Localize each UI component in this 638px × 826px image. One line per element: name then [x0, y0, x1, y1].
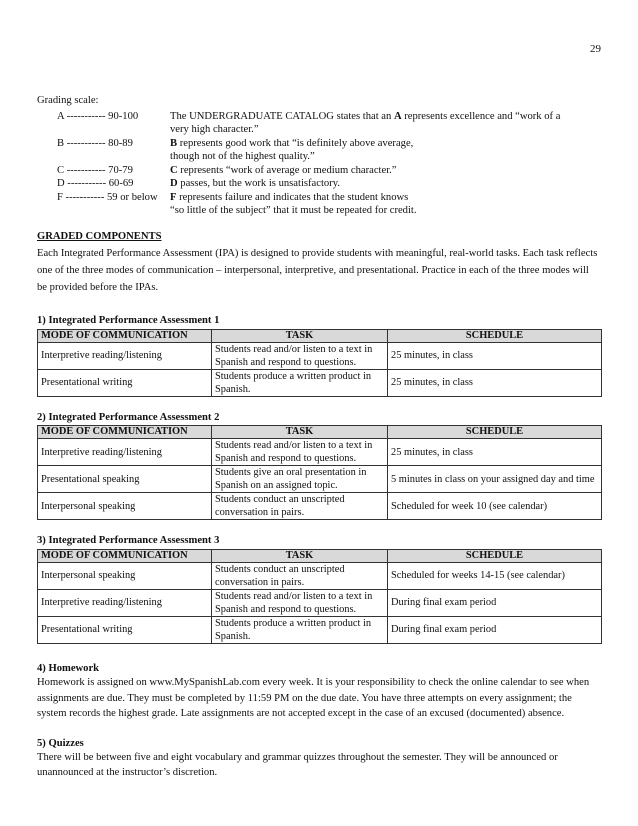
cell-mode: Interpretive reading/listening: [38, 439, 212, 466]
header-schedule: SCHEDULE: [388, 549, 602, 562]
page-number: 29: [590, 43, 601, 55]
grade-description: The UNDERGRADUATE CATALOG states that an A represents excellence and “work of a: [170, 110, 561, 122]
header-task: TASK: [212, 329, 388, 342]
homework-heading: 4) Homework: [37, 662, 100, 674]
homework-text: Homework is assigned on www.MySpanishLab.com every week. It is your responsibility to check the online calendar to see when assignments are due. They must be completed by 11:59 PM on the due date. You have three attempts on every assignment; the system records the highest grade. Late assignments are not accepted except in the case of an excused (documented) absence.: [37, 677, 590, 719]
table-header-row: [38, 329, 602, 342]
cell-mode: Presentational writing: [38, 369, 212, 396]
grade-range: A ----------- 90-100: [57, 110, 139, 122]
table-header-row: [38, 426, 602, 439]
grade-range: F ----------- 59 or below: [57, 191, 158, 203]
header-task: TASK: [212, 426, 388, 439]
grade-row: [37, 123, 601, 137]
grade-row: [37, 150, 601, 164]
header-mode: MODE OF COMMUNICATION: [38, 329, 212, 342]
grade-row: [37, 164, 601, 178]
cell-mode: Presentational speaking: [38, 466, 212, 493]
cell-task: Students read and/or listen to a text in Spanish and respond to questions.: [212, 589, 388, 616]
cell-mode: Interpretive reading/listening: [38, 589, 212, 616]
cell-mode: Interpersonal speaking: [38, 493, 212, 520]
table-row: [38, 589, 602, 616]
cell-schedule: Scheduled for weeks 14-15 (see calendar): [388, 562, 602, 589]
grade-description: F represents failure and indicates that the student knows: [170, 191, 409, 203]
document-body: [37, 94, 601, 780]
grade-range: C ----------- 70-79: [57, 164, 133, 176]
grading-scale: [37, 110, 601, 218]
cell-mode: Presentational writing: [38, 616, 212, 643]
grade-range: B ----------- 80-89: [57, 137, 133, 149]
grade-description: C represents “work of average or medium character.”: [170, 164, 397, 176]
header-mode: MODE OF COMMUNICATION: [38, 549, 212, 562]
cell-mode: Interpretive reading/listening: [38, 342, 212, 369]
grade-letter: D: [170, 178, 178, 190]
grade-row: [37, 204, 601, 218]
graded-components-intro: Each Integrated Performance Assessment (IPA) is designed to provide students with meaningful, real-world tasks. Each task reflects one of the three modes of communication – interpersonal, interpretive, and presentational. Practice in each of the three modes will be provided before the IPAs.: [37, 248, 598, 294]
grade-description: D passes, but the work is unsatisfactory.: [170, 178, 340, 190]
quizzes-heading: 5) Quizzes: [37, 737, 84, 749]
cell-schedule: 25 minutes, in class: [388, 369, 602, 396]
table-row: [38, 493, 602, 520]
header-schedule: SCHEDULE: [388, 426, 602, 439]
grade-range: D ----------- 60-69: [57, 178, 134, 190]
cell-task: Students produce a written product in Spanish.: [212, 369, 388, 396]
cell-schedule: 25 minutes, in class: [388, 342, 602, 369]
grade-letter: C: [170, 164, 178, 176]
table-row: [38, 369, 602, 396]
grade-description: very high character.”: [170, 124, 259, 136]
cell-schedule: During final exam period: [388, 589, 602, 616]
graded-components-heading: GRADED COMPONENTS: [37, 230, 162, 242]
cell-task: Students give an oral presentation in Spanish on an assigned topic.: [212, 466, 388, 493]
grade-range: [37, 204, 170, 218]
grade-row: [37, 110, 601, 124]
grade-row: [37, 177, 601, 191]
grade-description: “so little of the subject” that it must be repeated for credit.: [170, 205, 417, 217]
cell-task: Students produce a written product in Spanish.: [212, 616, 388, 643]
grade-description: B represents good work that “is definitely above average,: [170, 137, 414, 149]
table-header-row: [38, 549, 602, 562]
cell-schedule: During final exam period: [388, 616, 602, 643]
ipa-title: 1) Integrated Performance Assessment 1: [37, 315, 220, 327]
ipa-title: 2) Integrated Performance Assessment 2: [37, 411, 220, 423]
table-row: [38, 562, 602, 589]
grade-letter: B: [170, 137, 178, 149]
grade-range: [37, 150, 170, 164]
grade-row: [37, 191, 601, 205]
table-row: [38, 466, 602, 493]
grade-row: [37, 137, 601, 151]
cell-schedule: Scheduled for week 10 (see calendar): [388, 493, 602, 520]
grade-range: [37, 123, 170, 137]
grading-scale-label: Grading scale:: [37, 95, 99, 106]
cell-task: Students conduct an unscripted conversation in pairs.: [212, 562, 388, 589]
cell-mode: Interpersonal speaking: [38, 562, 212, 589]
ipa-table: [37, 549, 602, 644]
cell-schedule: 5 minutes in class on your assigned day and time: [388, 466, 602, 493]
cell-task: Students read and/or listen to a text in Spanish and respond to questions.: [212, 439, 388, 466]
header-task: TASK: [212, 549, 388, 562]
grade-description: though not of the highest quality.”: [170, 151, 315, 163]
table-row: [38, 616, 602, 643]
header-schedule: SCHEDULE: [388, 329, 602, 342]
quizzes-text: There will be between five and eight vocabulary and grammar quizzes throughout the semester. They will be announced or unannounced at the instructor’s discretion.: [37, 752, 558, 779]
table-row: [38, 342, 602, 369]
ipa-table: [37, 329, 602, 397]
ipa-section: [37, 314, 601, 644]
ipa-table: [37, 425, 602, 520]
header-mode: MODE OF COMMUNICATION: [38, 426, 212, 439]
grade-letter: A: [393, 110, 402, 122]
table-row: [38, 439, 602, 466]
grade-letter: F: [170, 191, 177, 203]
cell-schedule: 25 minutes, in class: [388, 439, 602, 466]
cell-task: Students read and/or listen to a text in Spanish and respond to questions.: [212, 342, 388, 369]
cell-task: Students conduct an unscripted conversation in pairs.: [212, 493, 388, 520]
ipa-title: 3) Integrated Performance Assessment 3: [37, 535, 220, 547]
